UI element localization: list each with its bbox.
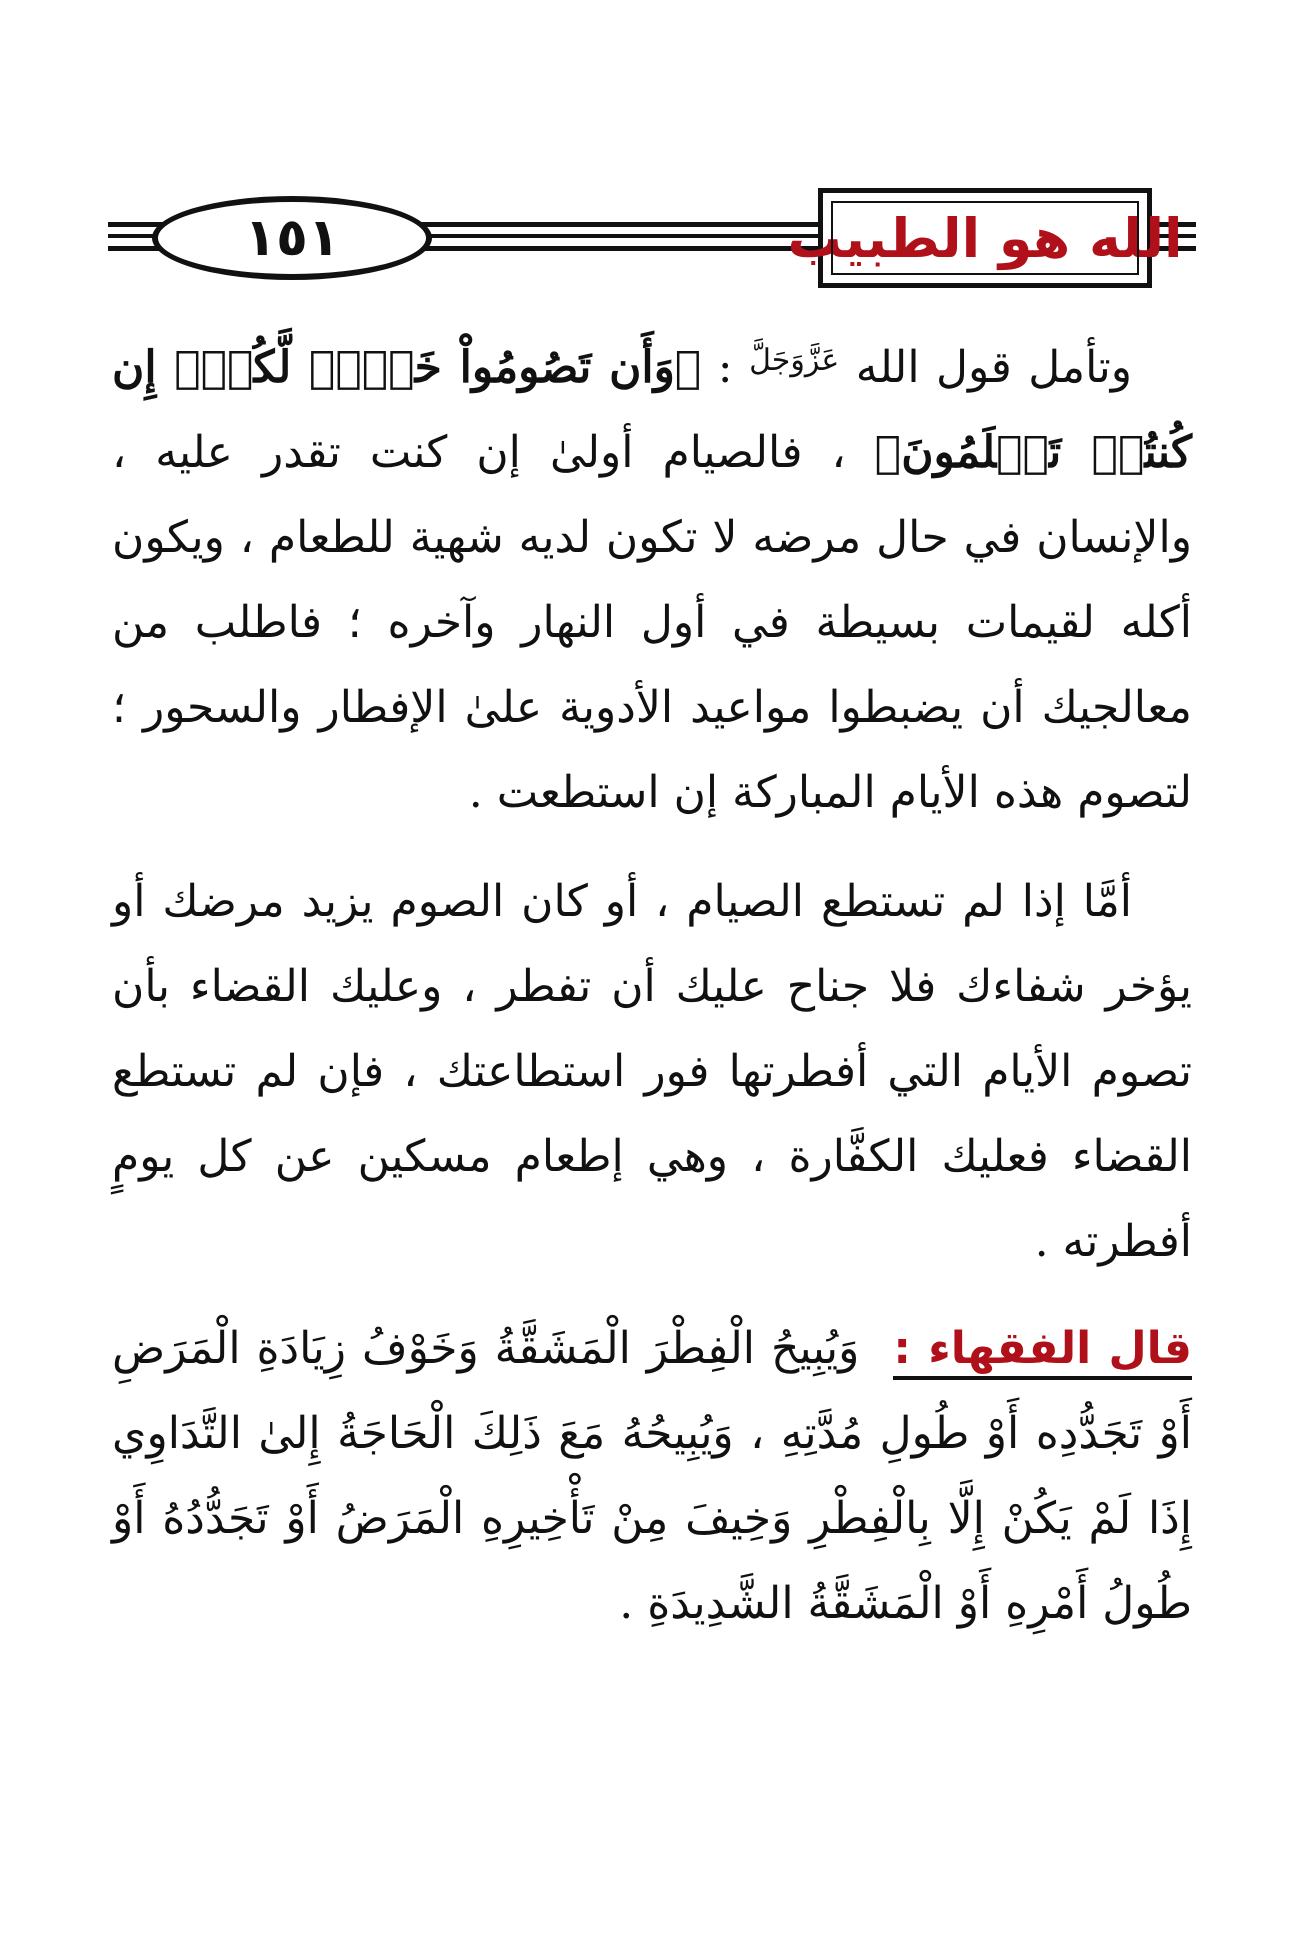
paragraph-2	[112, 859, 1192, 1284]
paragraph-1	[112, 318, 1192, 835]
page-header	[108, 188, 1196, 288]
running-title-box	[787, 188, 1183, 288]
honorific-glyph: عَزَّوَجَلَّ	[749, 343, 840, 378]
page-number-oval	[152, 196, 432, 280]
paragraph-3	[112, 1306, 1192, 1646]
running-title: الله هو الطبيب	[787, 206, 1183, 270]
paragraph-1-lead: وتأمل قول الله	[855, 342, 1133, 393]
page-number: ١٥١	[244, 208, 340, 268]
paragraph-3-text: وَيُبِيحُ الْفِطْرَ الْمَشَقَّةُ وَخَوْفُ زِيَادَةِ الْمَرَضِ أَوْ تَجَدُّدِه أَوْ طُولِ مُدَّتِهِ ، وَيُبِيحُهُ مَعَ ذَلِكَ الْحَاجَةُ إِلىٰ التَّدَاوِي إِذَا لَمْ يَكُنْ إِلَّا بِالْفِطْرِ وَخِيفَ مِنْ تَأْخِيرِهِ الْمَرَضُ أَوْ تَجَدُّدُهُ أَوْ طُولُ أَمْرِهِ أَوْ الْمَشَقَّةُ الشَّدِيدَةِ .	[112, 1323, 1193, 1629]
quran-verse: ﴿وَأَن تَصُومُواْ خَيۡرٞ لَّكُمۡۖ إِن كُنتُمۡ تَعۡلَمُونَ﴾	[112, 342, 1192, 478]
page-body	[112, 318, 1192, 1646]
colon: :	[701, 342, 750, 393]
jurists-label: قال الفقهاء :	[893, 1323, 1192, 1380]
paragraph-2-text: أمَّا إذا لم تستطع الصيام ، أو كان الصوم يزيد مرضك أو يؤخر شفاءك فلا جناح عليك أن تفطر ، وعليك القضاء بأن تصوم الأيام التي أفطرتها فور استطاعتك ، فإن لم تستطع القضاء فعليك الكفَّارة ، وهي إطعام مسكين عن كل يومٍ أفطرته .	[112, 876, 1192, 1267]
paragraph-1-text: ، فالصيام أولىٰ إن كنت تقدر عليه ، والإنسان في حال مرضه لا تكون لديه شهية للطعام ، ويكون أكله لقيمات بسيطة في أول النهار وآخره ؛ فاطلب من معالجيك أن يضبطوا مواعيد الأدوية علىٰ الإفطار والسحور ؛ لتصوم هذه الأيام المباركة إن استطعت .	[112, 427, 1192, 818]
